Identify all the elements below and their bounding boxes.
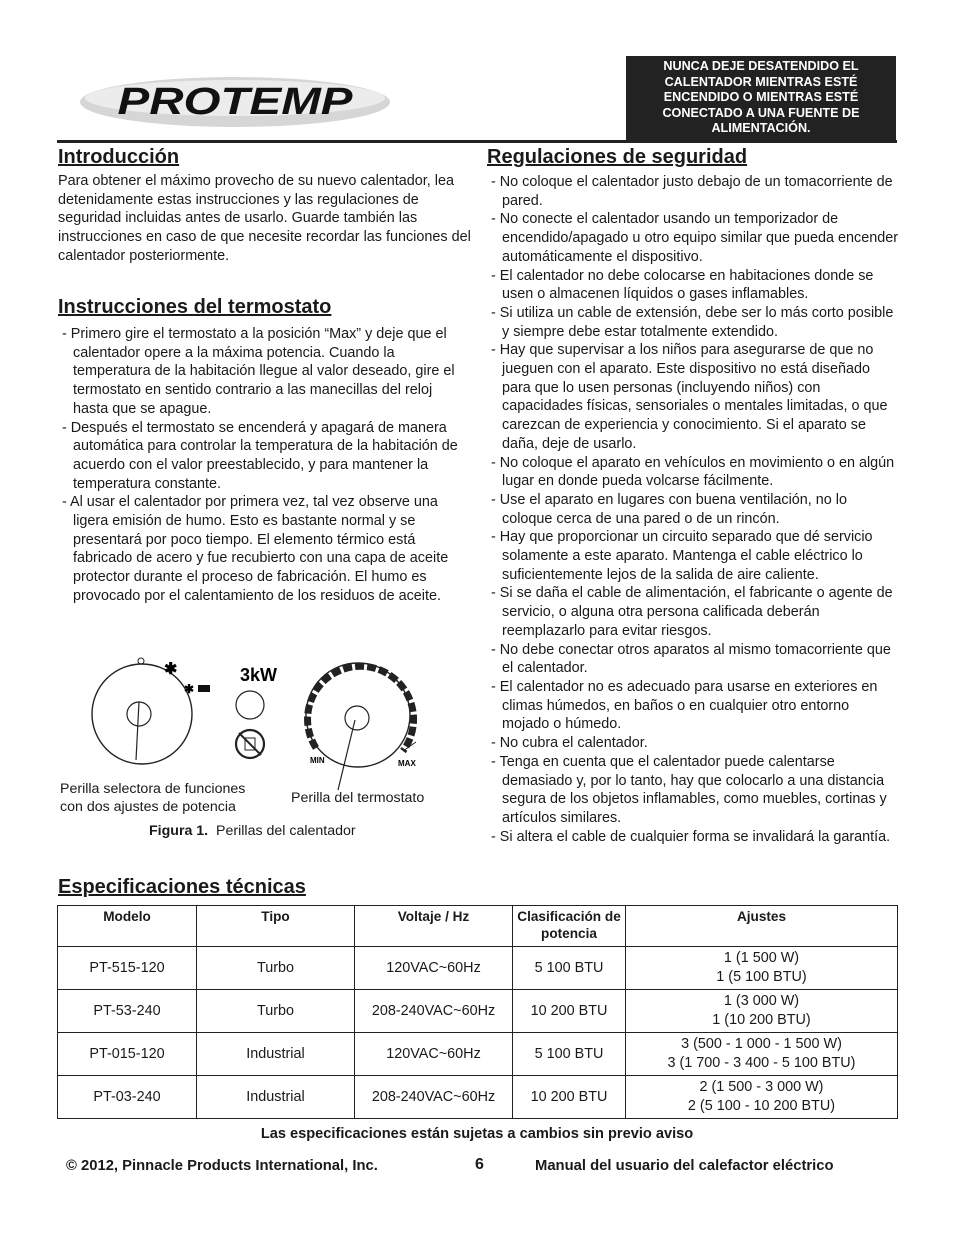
cell-voltage: 120VAC~60Hz	[355, 947, 513, 990]
specs-title: Especificaciones técnicas	[58, 876, 306, 898]
specs-note: Las especificaciones están sujetas a cambios sin previo aviso	[260, 1126, 694, 1142]
table-row	[58, 1033, 898, 1076]
list-item: - Si se daña el cable de alimentación, el fabricante o agente de servicio, o alguna otra persona calificada deberán reemplazarlo para evitar riesgos.	[491, 585, 893, 639]
cell-model: PT-515-120	[58, 947, 197, 990]
cell-rating: 5 100 BTU	[513, 1033, 626, 1076]
max-label: MAX	[398, 759, 416, 768]
header-cell: Voltaje / Hz	[355, 906, 513, 947]
cell-settings	[626, 990, 898, 1033]
list-item: - Tenga en cuenta que el calentador puede calentarse demasiado y, por lo tanto, hay que colocarlo a una distancia segura de los objetos inflamables, como muebles, cortinas y artículos similares.	[491, 753, 887, 826]
list-item: - Si altera el cable de cualquier forma se invalidará la garantía.	[491, 828, 891, 845]
list-item: - No conecte el calentador usando un temporizador de encendido/apagado u otro equipo similar que pueda encender automáticamente el dispositivo.	[491, 211, 899, 265]
cell-rating: 10 200 BTU	[513, 1076, 626, 1119]
thermostat-knob	[306, 663, 416, 790]
cell-model: PT-015-120	[58, 1033, 197, 1076]
selector-label-line1: Perilla selectora de funciones	[60, 781, 246, 797]
caption-text: Perillas del calentador	[216, 823, 356, 839]
list-item: - No coloque el calentador justo debajo de un tomacorriente de pared.	[491, 174, 893, 209]
caption-bold: Figura 1.	[149, 823, 209, 839]
table-row	[58, 990, 898, 1033]
cell-type: Industrial	[197, 1033, 355, 1076]
cell-model: PT-03-240	[58, 1076, 197, 1119]
cell-settings	[626, 1076, 898, 1119]
power-label: 3kW	[240, 665, 278, 685]
list-item: - Si utiliza un cable de extensión, debe ser lo más corto posible y siempre debe estar totalmente extendido.	[491, 304, 894, 340]
intro-text: Para obtener el máximo provecho de su nuevo calentador, lea detenidamente estas instrucciones y las regulaciones de seguridad incluidas antes de usarlo. Guarde también las instrucciones en caso de que necesite recordar las funciones del calentador posteriormente.	[58, 173, 471, 264]
cell-rating: 5 100 BTU	[513, 947, 626, 990]
list-item: - Use el aparato en lugares con buena ventilación, no lo coloque cerca de una pared o de un rincón.	[491, 491, 847, 527]
cell-type: Turbo	[197, 947, 355, 990]
settings-line: 1 (3 000 W)	[723, 993, 800, 1009]
cell-type: Industrial	[197, 1076, 355, 1119]
thermostat-label: Perilla del termostato	[291, 790, 425, 806]
header-cell: Ajustes	[626, 906, 898, 947]
heater-knobs-figure	[58, 648, 478, 848]
specs-table	[57, 905, 898, 1119]
warning-box	[626, 56, 896, 140]
settings-line: 2 (5 100 - 10 200 BTU)	[687, 1098, 836, 1114]
selector-knob	[92, 658, 210, 764]
cell-type: Turbo	[197, 990, 355, 1033]
warning-text: NUNCA DEJE DESATENDIDO EL CALENTADOR MIENTRAS ESTÉ ENCENDIDO O MIENTRAS ESTÉ CONECTADO A UNA FUENTE DE ALIMENTACIÓN.	[662, 59, 860, 136]
header-cell: Tipo	[197, 906, 355, 947]
list-item: - Después el termostato se encenderá y apagará de manera automática para controlar la temperatura de la habitación de acuerdo con el valor preestablecido, y para mantener la temperatura constante.	[62, 419, 458, 492]
thermostat-list	[58, 325, 468, 606]
thermostat-title: Instrucciones del termostato	[58, 296, 332, 318]
list-item: - No coloque el aparato en vehículos en movimiento o en algún lugar en donde pueda volcarse fácilmente.	[491, 454, 895, 490]
cell-voltage: 208-240VAC~60Hz	[355, 990, 513, 1033]
min-label: MIN	[310, 756, 325, 765]
list-item: - Hay que proporcionar un circuito separado que dé servicio solamente a este aparato. Mantenga el cable eléctrico lo suficientemente lejos de la salida de aire caliente.	[491, 529, 873, 583]
svg-text:✱: ✱	[164, 661, 178, 678]
footer-copyright: © 2012, Pinnacle Products International, Inc.	[66, 1158, 378, 1174]
settings-line: 3 (500 - 1 000 - 1 500 W)	[681, 1036, 842, 1052]
figure-caption	[149, 822, 356, 840]
power-indicator	[236, 665, 277, 758]
settings-line: 1 (1 500 W)	[723, 950, 800, 966]
settings-line: 3 (1 700 - 3 400 - 5 100 BTU)	[667, 1055, 856, 1071]
selector-label-line2: con dos ajustes de potencia	[60, 799, 236, 815]
list-item: - El calentador no debe colocarse en habitaciones donde se usen o almacenen líquidos o gases inflamables.	[491, 267, 874, 303]
list-item: - Hay que supervisar a los niños para asegurarse de que no jueguen con el aparato. Este dispositivo no está diseñado para que lo usen personas (incluyendo niños) con capacidades físicas, sensoriales o mentales limitadas, o que carezcan de experiencia y conocimiento. Si el aparato se daña, deje de usarlo.	[491, 342, 888, 452]
protemp-logo	[78, 74, 393, 130]
settings-line: 1 (5 100 BTU)	[716, 969, 807, 985]
list-item: - Al usar el calentador por primera vez, tal vez observe una ligera emisión de humo. Esto es bastante normal y se presentará por poco tiempo. El elemento térmico está fabricado de acero y fue recubierto con una capa de aceite protector durante el proceso de fabricación. El humo es provocado por el calentamiento de los residuos de aceite.	[62, 494, 449, 604]
safety-title: Regulaciones de seguridad	[487, 146, 748, 168]
table-row	[58, 947, 898, 990]
list-item: - El calentador no es adecuado para usarse en exteriores en climas húmedos, en baños o en cualquier otro entorno mojado o húmedo.	[491, 678, 878, 733]
logo-text: PROTEMP	[117, 81, 354, 123]
settings-line: 2 (1 500 - 3 000 W)	[699, 1079, 824, 1095]
safety-list	[487, 173, 899, 846]
settings-line: 1 (10 200 BTU)	[712, 1012, 811, 1028]
list-item: - Primero gire el termostato a la posición “Max” y deje que el calentador opere a la máxima potencia. Cuando la temperatura de la habitación llegue al valor deseado, gire el termostato en sentido contrario a las manecillas del reloj hasta que se apague.	[62, 326, 455, 417]
list-item: - No cubra el calentador.	[491, 735, 648, 752]
cell-rating: 10 200 BTU	[513, 990, 626, 1033]
intro-title: Introducción	[58, 146, 180, 168]
cell-settings	[626, 1033, 898, 1076]
table-row	[58, 1076, 898, 1119]
svg-text:✱: ✱	[184, 682, 195, 696]
cell-voltage: 208-240VAC~60Hz	[355, 1076, 513, 1119]
cell-settings	[626, 947, 898, 990]
header-cell: Clasificación de potencia	[513, 906, 626, 947]
footer-manual-title: Manual del usuario del calefactor eléctrico	[535, 1158, 834, 1174]
header-cell: Modelo	[58, 906, 197, 947]
page-number: 6	[475, 1156, 484, 1173]
cell-model: PT-53-240	[58, 990, 197, 1033]
list-item: - No debe conectar otros aparatos al mismo tomacorriente que el calentador.	[491, 641, 891, 677]
table-header-row	[58, 906, 898, 947]
cell-voltage: 120VAC~60Hz	[355, 1033, 513, 1076]
header-divider	[57, 140, 897, 143]
